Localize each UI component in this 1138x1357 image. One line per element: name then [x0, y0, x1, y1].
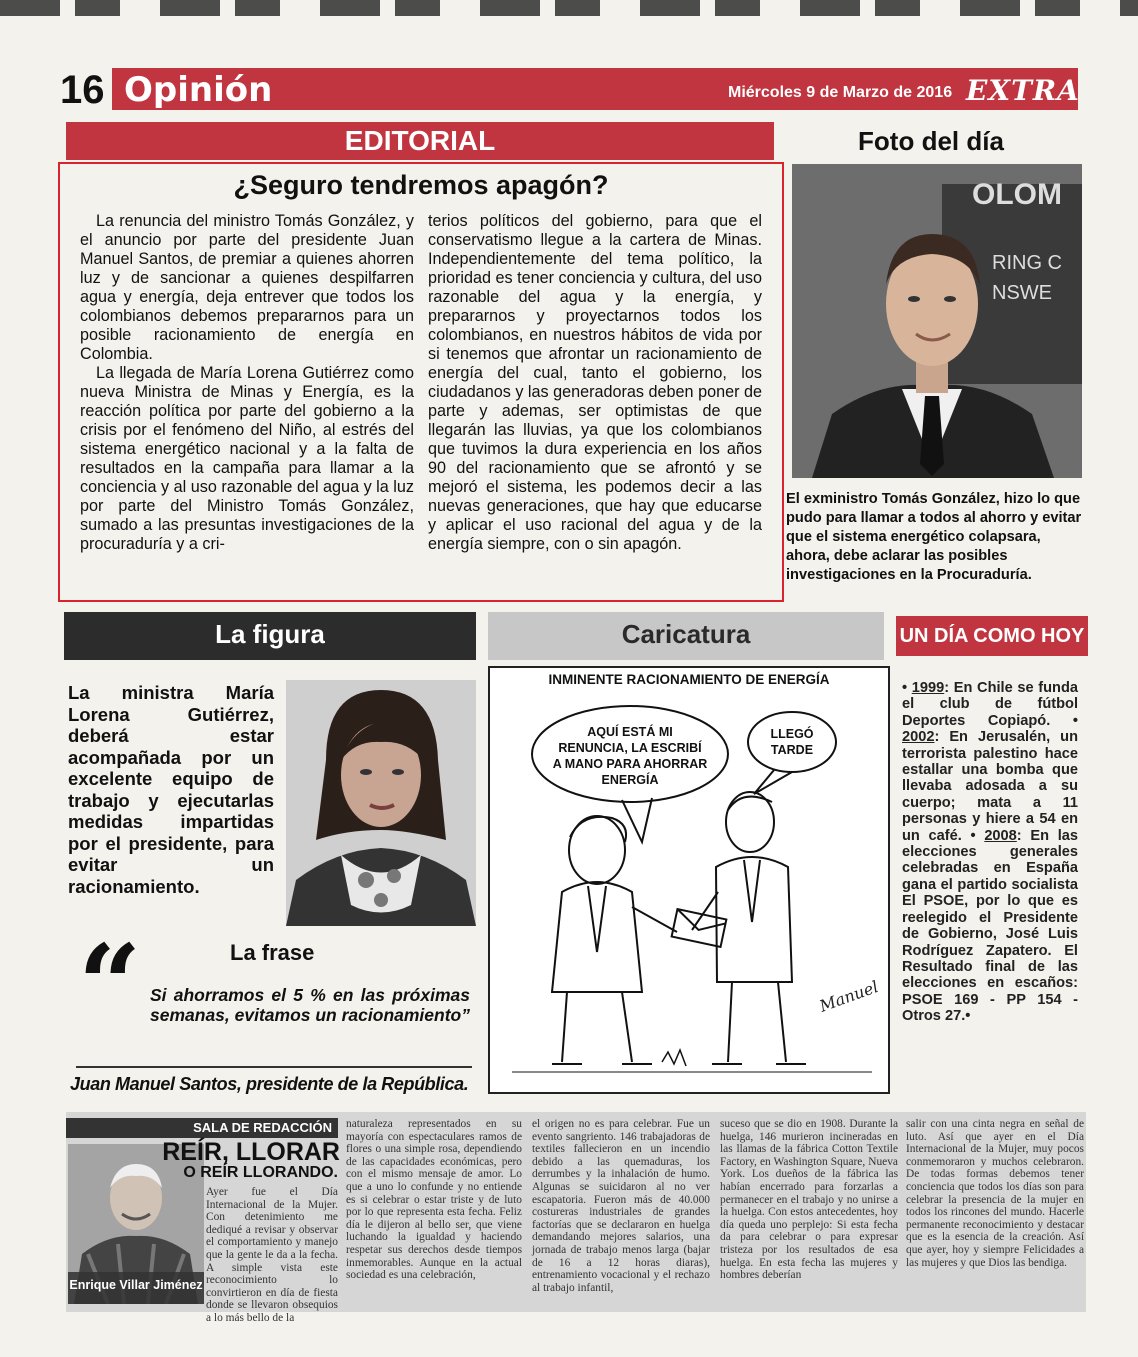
columnist-name: Enrique Villar Jiménez: [69, 1278, 203, 1292]
column-text: suceso que se dio en 1908. Durante la huelga, 146 murieron incineradas en las llamas de la fábrica Cotton Textile Factory, en Washington Square, Nueva York. Los dueños de la fábrica las habían encerrado para forzarlas a permanecer en el trabajo y no unirse a la huelga. Con estos antecedentes, hoy día queda uno perplejo: Si esta fecha da para celebrar o para expresar tristeza por los resultados de esa huelga. En esta fecha las mujeres y hombres deberían: [720, 1118, 898, 1282]
editorial-paragraph: La renuncia del ministro Tomás González, y el anuncio por parte del presidente Juan Manuel Santos, de premiar a quienes ahorren luz y de sancionar a quienes despilfarren agua y energía, deja entrever que todos los colombianos debemos prepararnos para un posible racionamiento de energía en Colombia.: [80, 212, 414, 363]
column-title: REÍR, LLORAR: [162, 1138, 340, 1166]
minister-photo: [286, 680, 476, 926]
bubble-text: AQUÍ ESTÁ MI: [587, 725, 673, 739]
column-text: naturaleza representados en su mayoría con espectaculares ramos de flores o una simple rosa, dependiendo de las capacidades económicas, pero con el mismo mensaje de amor. Lo que a uno lo confunde y no entiende es si celebrar o estar triste y de luto por lo que representa esta fecha. Feliz día le dijeron al bello ser, que viene luchando la igualdad y haciendo respetar sus derechos desde tiempos inmemorables. Aunque en la actual sociedad es una celebración,: [346, 1118, 522, 1282]
cartoon-illustration: [492, 692, 886, 1088]
history-year: 1999: [911, 680, 945, 696]
photo-of-day-title: Foto del día: [858, 126, 1004, 156]
history-year: 2002: [902, 729, 935, 746]
photo-of-day-image: [792, 164, 1082, 478]
cartoon-drawing: [492, 692, 886, 1093]
column-text: Ayer fue el Día Internacional de la Mujer. Con detenimiento me dediqué a revisar y observar el comportamiento y manejo que la gente le da a la fecha. A simple vista este reconocimiento lo convirtieron en día de fiesta donde se llevaron obsequios a lo más bello de la: [206, 1186, 338, 1324]
history-text: : En las elecciones generales celebradas en España gana el partido socialista El PSOE, por lo que es reelegido el Presidente de Gobierno, José Luis Rodríguez Zapatero. El Resultado final de las elecciones en escaños: PSOE 169 - PP 154 - Otros 27.•: [902, 827, 1078, 1025]
minister-portrait-illustration: [286, 680, 476, 926]
figura-label: La figura: [64, 612, 476, 660]
cartoon-title: INMINENTE RACIONAMIENTO DE ENERGÍA: [548, 672, 830, 687]
history-text: : En Chile se funda el club de fútbol Deportes Copiapó.: [902, 680, 1078, 729]
column-text: salir con una cinta negra en señal de luto. Así que ayer en el Día Internacional de la Mujer, muy pocos conmemoraron y muchos celebraron. De todas formas debemos tener conciencia que todos los días son para celebrar la presencia de la mujer en todos los rincones del mundo. Hacerle permanente reconocimiento y destacar que es la esencia de la creación. Así que ayer, hoy y siempre Felicidades a las mujeres y que Dios las bendiga.: [906, 1118, 1084, 1269]
bubble-text: ENERGÍA: [601, 773, 659, 787]
frase-divider: [76, 1066, 472, 1068]
bullet-icon: •: [1072, 712, 1078, 729]
newspaper-logo: EXTRA: [966, 74, 1080, 107]
column-subtitle: O REÍR LLORANDO.: [183, 1164, 338, 1181]
speech-bubble-right: [748, 712, 836, 772]
frase-label: La frase: [230, 940, 315, 965]
editorial-column-2: terios políticos del gobierno, para que el conservatismo llegue a la cartera de Minas. Independientemente del tema político, la prioridad es tener conciencia y cultura, del uso razonable del agua y la energía, y prepararnos y proyectarnos todos los colombianos, en nuestros hábitos de vida por si tenemos que afrontar un racionamiento de energía del cual, tanto el gobierno, los ciudadanos y las generadoras deben poner de parte y ademas, ser optimistas de que llegarán las lluvias, ya que los colombianos que tuvimos la dura experiencia en los años 90 del racionamiento que se afrontó y se mejoró el sistema, les podemos decir a las nuevas generaciones, que hay que educarse y aplicar el uso racional del agua y de la energía siempre, con o sin apagón.: [428, 212, 762, 553]
backdrop-text: RING C: [992, 252, 1062, 274]
cropped-previous-page-strip: [0, 0, 1138, 16]
editorial-column-1: [80, 212, 414, 554]
frase-quote: Si ahorramos el 5 % en las próximas semanas, evitamos un racionamiento”: [150, 985, 470, 1025]
photo-of-day-caption: El exministro Tomás González, hizo lo que pudo para llamar a todos al ahorro y evitar que el sistema energético colapsara, ahora, debe aclarar las posibles investigaciones en la Procuraduría.: [786, 491, 1082, 583]
un-dia-como-hoy-text: [902, 680, 1078, 1025]
column-kicker: SALA DE REDACCIÓN: [66, 1118, 338, 1138]
editorial-paragraph: La llegada de María Lorena Gutiérrez como nueva Ministra de Minas y Energía, es la reacción política por parte del gobierno a la crisis por el fenómeno del Niño, al estrés del sistema energético nacional y a la falta de resultados en la campaña para llamar a la conciencia y al uso razonable del agua y la luz por parte del Ministro Tomás González, sumado a las presuntas investigaciones de la procuraduría y a cri-: [80, 364, 414, 553]
cartoonist-signature: Manuel: [816, 976, 881, 1016]
bubble-text: TARDE: [770, 743, 814, 757]
editorial-label: EDITORIAL: [66, 122, 774, 160]
bubble-text: LLEGÓ: [770, 727, 814, 741]
section-title: Opinión: [124, 70, 273, 110]
bullet-icon: •: [902, 680, 908, 696]
editorial-headline: ¿Seguro tendremos apagón?: [233, 170, 609, 200]
page-number: 16: [60, 68, 105, 112]
quote-mark-icon: “: [78, 920, 142, 1049]
column-text: el origen no es para celebrar. Fue un evento sangriento. 146 trabajadoras de textiles fallecieron en un incendio debido a las quemaduras, los derrumbes y la inhalación de humo. Algunas se suicidaron al no ver escapatoria. Fueron más de 40.000 costureras industriales de grandes factorías que se declararon en huelga demandando mejores salarios, una jornada de trabajo menos larga (bajar de 16 a 12 horas diaras), entrenamiento vocacional y el rechazo al trabajo infantil,: [532, 1118, 710, 1294]
frase-author: Juan Manuel Santos, presidente de la República.: [70, 1074, 469, 1094]
figura-text: La ministra María Lorena Gutiérrez, deberá estar acompañada por un excelente equipo de trabajo y ejecutarlas medidas impartidas por el presidente, para evitar un racionamiento.: [68, 682, 274, 897]
bullet-icon: •: [970, 827, 976, 844]
bubble-text: RENUNCIA, LA ESCRIBÍ: [558, 741, 702, 755]
bubble-text: A MANO PARA AHORRAR: [552, 757, 708, 771]
un-dia-como-hoy-label: UN DÍA COMO HOY: [896, 616, 1088, 656]
backdrop-text: OLOM: [972, 178, 1062, 211]
history-text: : En Jerusalén, un terrorista palestino hace estallar una bomba que llevaba adosada a su cuerpo; mata a 11 personas y hiere a 54 en un café.: [902, 729, 1078, 844]
issue-date: Miércoles 9 de Marzo de 2016: [728, 84, 953, 101]
backdrop-text: NSWE: [992, 282, 1052, 304]
caricatura-label: Caricatura: [488, 612, 884, 660]
history-year: 2008: [984, 827, 1017, 844]
portrait-illustration: [792, 164, 1082, 478]
